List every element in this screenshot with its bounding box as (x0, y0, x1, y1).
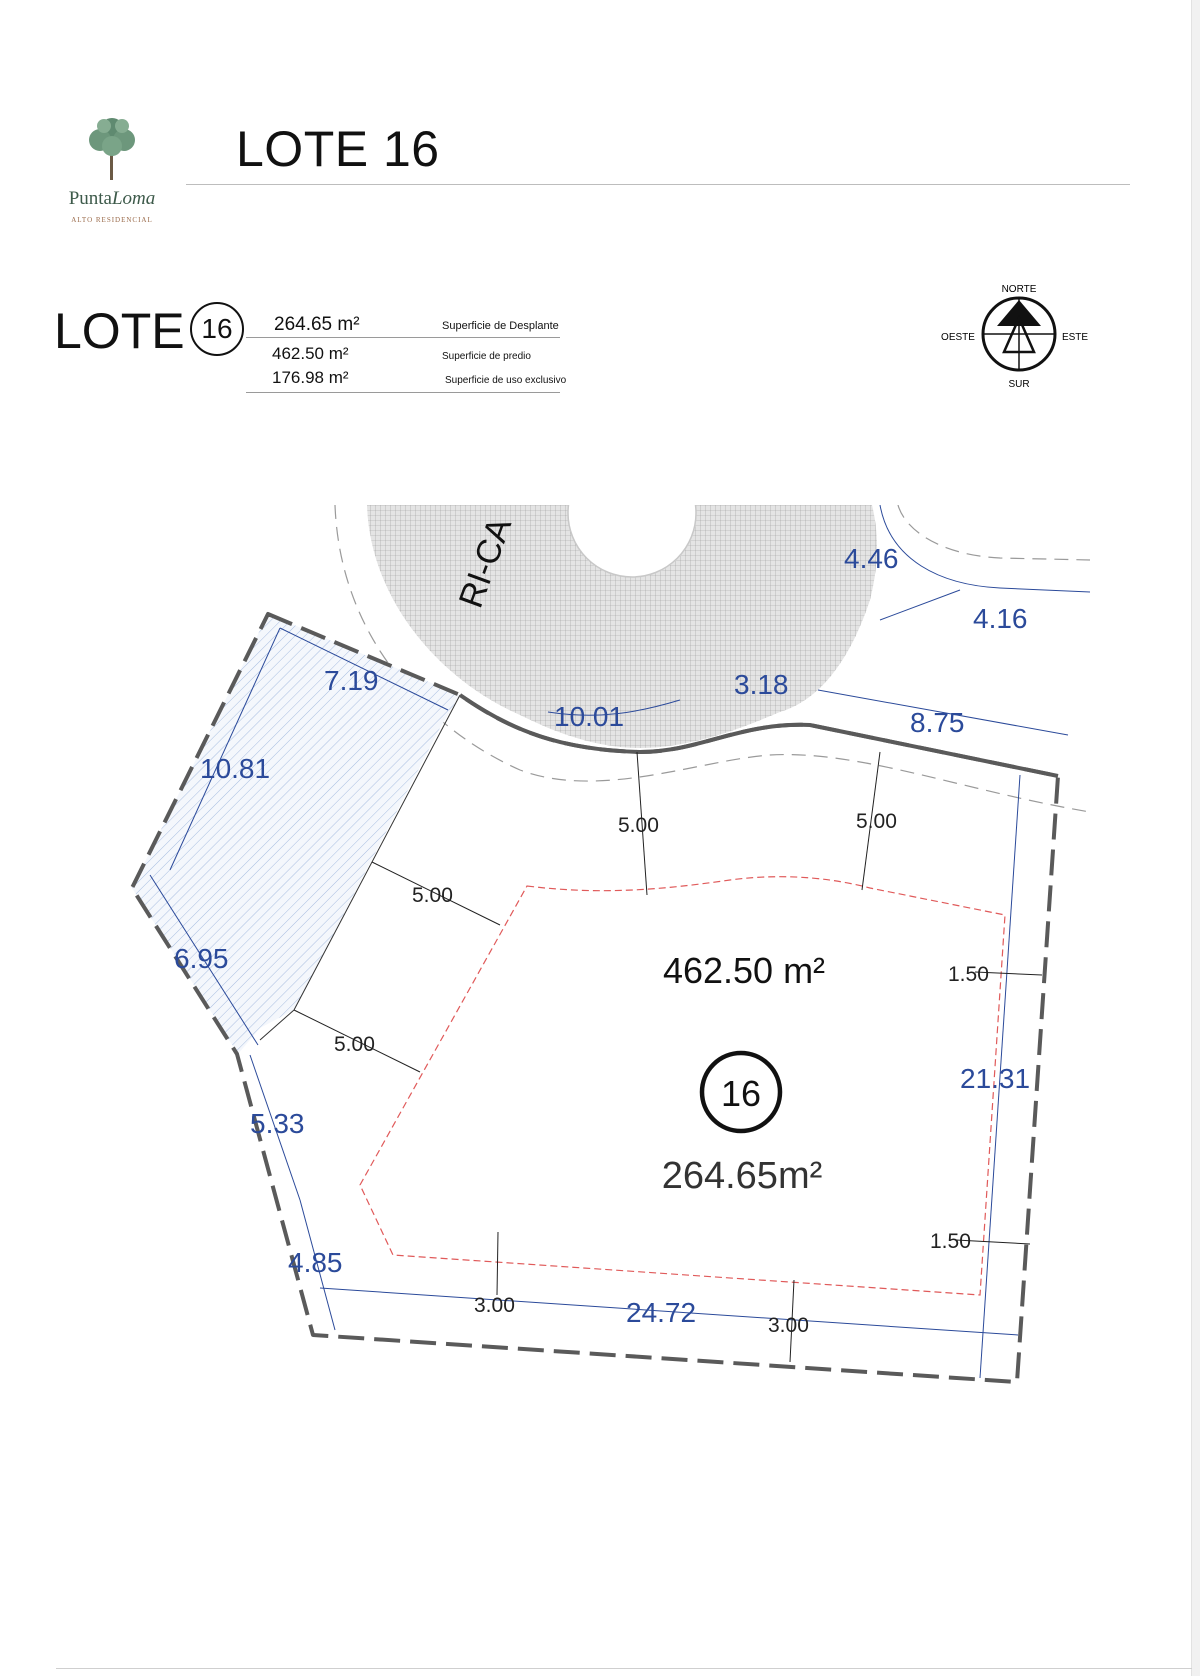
lote-number-badge: 16 (190, 302, 244, 356)
area-exclusivo-value: 176.98 m² (272, 368, 349, 387)
dim-10-01: 10.01 (554, 701, 625, 732)
setback-side-upper: 5.00 (412, 884, 453, 907)
dim-4-16: 4.16 (973, 603, 1028, 634)
road-edge-dashed (898, 505, 1090, 560)
dim-10-81: 10.81 (200, 753, 271, 784)
area-predio-label: Superficie de predio (442, 351, 531, 362)
dim-4-85: 4.85 (288, 1247, 343, 1278)
setback-side-lower: 5.00 (334, 1033, 375, 1056)
area-predio-value: 462.50 m² (272, 344, 349, 363)
brand-name: PuntaLoma (68, 188, 156, 209)
building-area-label: 264.65m² (661, 1155, 823, 1197)
road-edge-blue (880, 505, 1090, 592)
roundabout-island (568, 449, 696, 577)
building-envelope (360, 877, 1005, 1295)
setback-front-right: 5.00 (856, 810, 897, 833)
area-exclusivo-label: Superficie de uso exclusivo (445, 375, 567, 386)
dim-4-46: 4.46 (844, 543, 899, 574)
lot-area-label: 462.50 m² (662, 950, 826, 991)
lote-label: LOTE (54, 303, 185, 359)
compass-east: ESTE (1061, 332, 1089, 343)
street-label: RI-CA (451, 512, 520, 613)
compass-north: NORTE (1001, 284, 1037, 295)
setback-lines (294, 752, 1042, 1362)
lot-number-label: 16 (720, 1073, 762, 1114)
area-desplante-label: Superficie de Desplante (442, 320, 559, 332)
exclusive-use-area (132, 614, 460, 1054)
dim-6-95: 6.95 (174, 943, 229, 974)
compass-west: OESTE (941, 332, 975, 343)
brand-tagline: ALTO RESIDENCIAL (71, 216, 153, 224)
setback-rear-left: 3.00 (474, 1294, 515, 1317)
dim-5-33: 5.33 (250, 1108, 305, 1139)
dim-24-72: 24.72 (626, 1297, 697, 1328)
setback-right-lower: 1.50 (930, 1230, 971, 1253)
north-arrow-icon (983, 298, 1055, 370)
area-desplante-value: 264.65 m² (274, 314, 360, 335)
bottom-divider (56, 1668, 1192, 1669)
dim-7-19: 7.19 (324, 665, 379, 696)
dim-8-75: 8.75 (910, 707, 965, 738)
dim-21-31: 21.31 (960, 1063, 1031, 1094)
compass-south: SUR (1008, 379, 1030, 390)
setback-right-upper: 1.50 (948, 963, 989, 986)
page-title: LOTE 16 (236, 121, 440, 177)
setback-front-left: 5.00 (618, 814, 659, 837)
setback-rear-right: 3.00 (768, 1314, 809, 1337)
dim-3-18: 3.18 (734, 669, 789, 700)
